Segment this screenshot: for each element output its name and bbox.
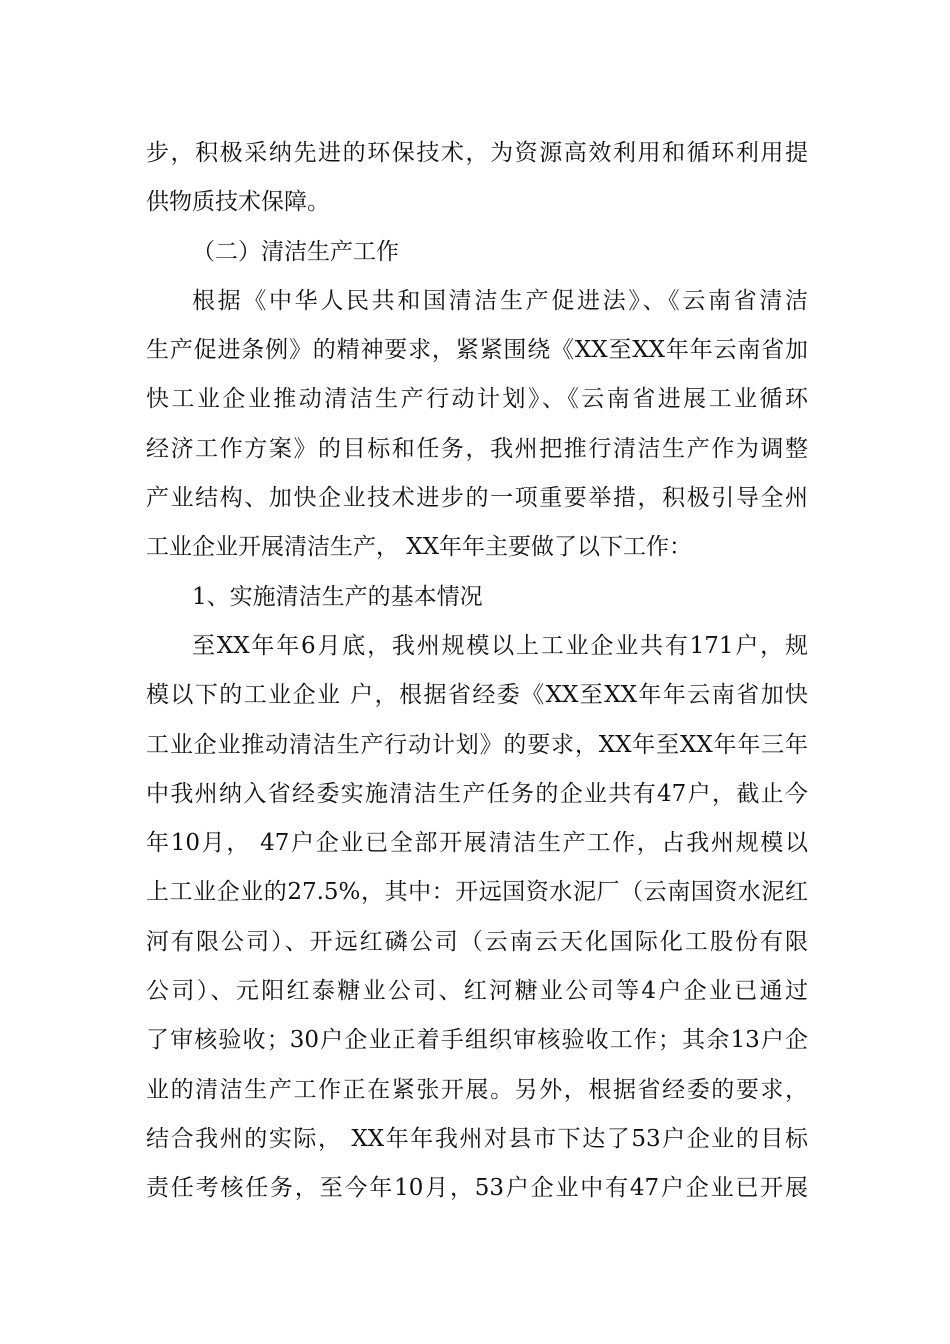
text-line: 工业企业推动清洁生产行动计划》的要求，XX年至XX年年三年 bbox=[146, 731, 808, 758]
text-line: 了审核验收；30户企业正着手组织审核验收工作；其余13户企 bbox=[146, 1027, 808, 1054]
text-line: 中我州纳入省经委实施清洁生产任务的企业共有47户，截止今 bbox=[146, 780, 808, 807]
text-line: 快工业企业推动清洁生产行动计划》、《云南省进展工业循环 bbox=[146, 386, 808, 413]
text-line: 责任考核任务，至今年10月，53户企业中有47户企业已开展 bbox=[146, 1175, 808, 1202]
body-text bbox=[146, 129, 808, 1214]
text-line: 根据《中华人民共和国清洁生产促进法》、《云南省清洁 bbox=[192, 287, 808, 314]
text-line: 上工业企业的27.5%，其中：开远国资水泥厂（云南国资水泥红 bbox=[146, 879, 808, 906]
text-line: 模以下的工业企业 户，根据省经委《XX至XX年年云南省加快 bbox=[146, 682, 808, 709]
text-line: 步，积极采纳先进的环保技术，为资源高效利用和循环利用提 bbox=[146, 140, 808, 166]
text-line: 业的清洁生产工作正在紧张开展。另外，根据省经委的要求， bbox=[146, 1076, 808, 1103]
text-line: 生产促进条例》的精神要求，紧紧围绕《XX至XX年年云南省加 bbox=[146, 337, 808, 364]
text-line: 年10月， 47户企业已全部开展清洁生产工作，占我州规模以 bbox=[146, 830, 808, 857]
text-line: 经济工作方案》的目标和任务，我州把推行清洁生产作为调整 bbox=[146, 435, 808, 462]
text-line: 公司）、元阳红泰糖业公司、红河糖业公司等4户企业已通过 bbox=[146, 978, 808, 1005]
text-line: 河有限公司）、开远红磷公司（云南云天化国际化工股份有限 bbox=[146, 928, 808, 955]
text-line: 供物质技术保障。 bbox=[146, 189, 330, 216]
section-heading: （二）清洁生产工作 bbox=[192, 238, 399, 265]
text-line: 产业结构、加快企业技术进步的一项重要举措，积极引导全州 bbox=[146, 485, 808, 512]
subsection-heading: 1、实施清洁生产的基本情况 bbox=[192, 583, 483, 610]
text-line: 至XX年年6月底，我州规模以上工业企业共有171户，规 bbox=[192, 632, 808, 659]
text-line: 工业企业开展清洁生产， XX年年主要做了以下工作： bbox=[146, 534, 693, 561]
text-line: 结合我州的实际， XX年年我州对县市下达了53户企业的目标 bbox=[146, 1125, 808, 1152]
